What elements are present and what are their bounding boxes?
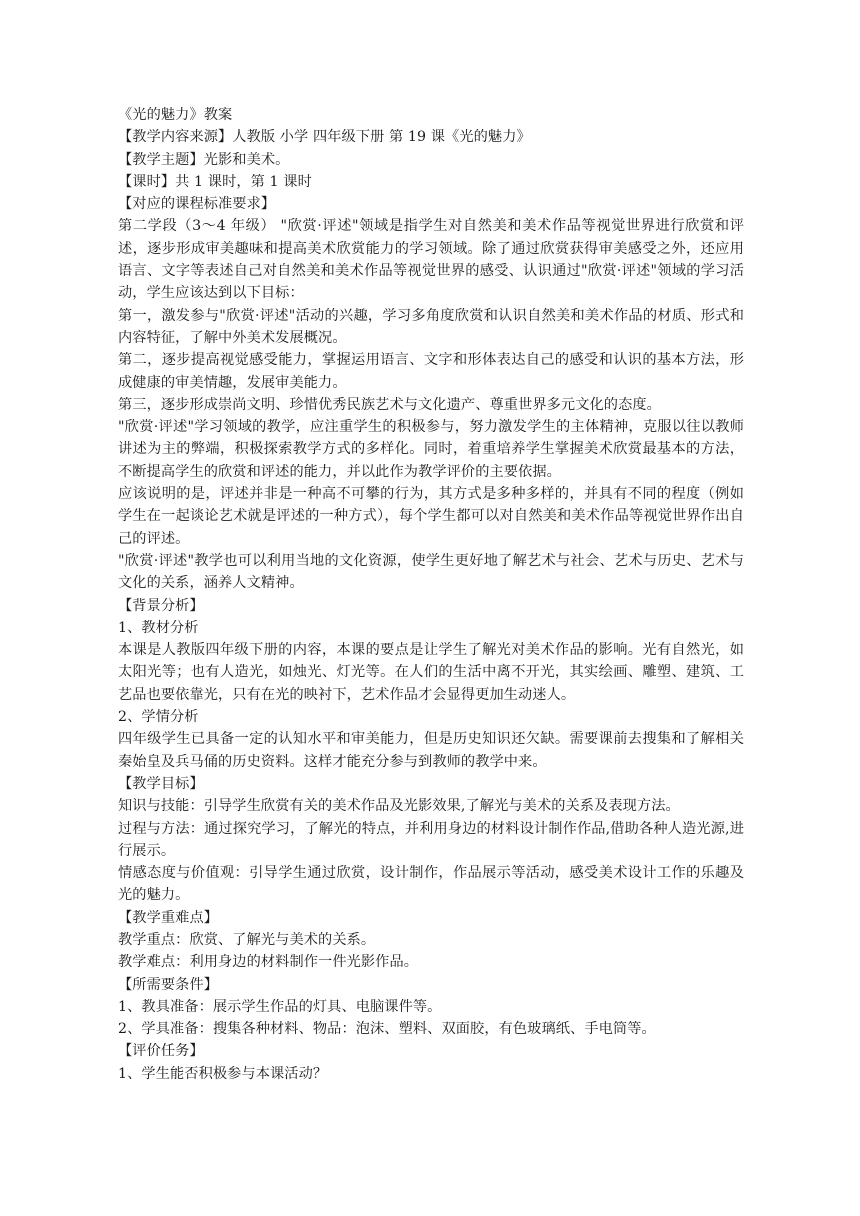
class-periods-line: 【课时】共 1 课时，第 1 课时 <box>118 173 312 190</box>
curriculum-standard-culture-note: "欣赏·评述"教学也可以利用当地的文化资源，使学生更好地了解艺术与社会、艺术与历史、艺术与文化的关系，涵养人文精神。 <box>118 552 744 592</box>
curriculum-standard-explanation: 应该说明的是，评述并非是一种高不可攀的行为，其方式是多种多样的，并具有不同的程度（例如学生在一起谈论艺术就是评述的一种方式），每个学生都可以对自然美和美术作品等视觉世界作出自己的评述。 <box>118 486 744 547</box>
curriculum-standard-teaching-note: "欣赏·评述"学习领域的教学，应注重学生的积极参与，努力激发学生的主体精神，克服以往以教师讲述为主的弊端，积极探索教学方式的多样化。同时，着重培养学生掌握美术欣赏最基本的方法，不断提高学生的欣赏和评述的能力，并以此作为教学评价的主要依据。 <box>118 419 744 480</box>
required-conditions-heading: 【所需要条件】 <box>118 976 219 993</box>
document-page <box>118 104 744 1085</box>
assessment-tasks-heading: 【评价任务】 <box>118 1043 204 1060</box>
material-analysis-heading: 1、教材分析 <box>118 619 199 636</box>
goal-process-methods: 过程与方法：通过探究学习，了解光的特点，并利用身边的材料设计制作作品,借助各种人造光源,进行展示。 <box>118 820 744 859</box>
goal-knowledge-skills: 知识与技能：引导学生欣赏有关的美术作品及光影效果,了解光与美术的关系及表现方法。 <box>118 798 680 815</box>
document-title: 《光的魅力》教案 <box>118 107 233 123</box>
assessment-task-1: 1、学生能否积极参与本课活动？ <box>118 1065 328 1082</box>
curriculum-standard-goal-3: 第三，逐步形成崇尚文明、珍惜优秀民族艺术与文化遗产、尊重世界多元文化的态度。 <box>118 396 661 413</box>
curriculum-standard-goal-1: 第一，激发参与"欣赏·评述"活动的兴趣，学习多角度欣赏和认识自然美和美术作品的材质、形式和内容特征，了解中外美术发展概况。 <box>118 307 744 346</box>
curriculum-standard-goal-2: 第二，逐步提高视觉感受能力，掌握运用语言、文字和形体表达自己的感受和认识的基本方法，形成健康的审美情趣，发展审美能力。 <box>118 352 744 391</box>
teaching-aids-line: 1、教具准备：展示学生作品的灯具、电脑课件等。 <box>118 998 442 1015</box>
student-analysis-heading: 2、学情分析 <box>118 709 199 726</box>
content-source-line: 【教学内容来源】人教版 小学 四年级下册 第 19 课《光的魅力》 <box>118 129 531 146</box>
learning-aids-line: 2、学具准备：搜集各种材料、物品：泡沫、塑料、双面胶，有色玻璃纸、手电筒等。 <box>118 1021 656 1038</box>
key-difficult-points-heading: 【教学重难点】 <box>118 909 219 926</box>
key-point-line: 教学重点：欣赏、了解光与美术的关系。 <box>118 931 376 948</box>
curriculum-standard-paragraph: 第二学段（3～4 年级） "欣赏·评述"领域是指学生对自然美和美术作品等视觉世界进行欣赏和评述，逐步形成审美趣味和提高美术欣赏能力的学习领域。除了通过欣赏获得审美感受之外，还应用语言、文字等表述自己对自然美和美术作品等视觉世界的感受、认识通过"欣赏·评述"领域的学习活动，学生应该达到以下目标： <box>118 218 744 302</box>
material-analysis-text: 本课是人教版四年级下册的内容，本课的要点是让学生了解光对美术作品的影响。光有自然光，如太阳光等；也有人造光，如烛光、灯光等。在人们的生活中离不开光，其实绘画、雕塑、建筑、工艺品也要依靠光，只有在光的映衬下，艺术作品才会显得更加生动迷人。 <box>118 642 744 703</box>
teaching-goals-heading: 【教学目标】 <box>118 775 204 792</box>
background-analysis-heading: 【背景分析】 <box>118 597 204 614</box>
curriculum-standard-heading: 【对应的课程标准要求】 <box>118 196 276 213</box>
goal-emotion-values: 情感态度与价值观：引导学生通过欣赏，设计制作，作品展示等活动，感受美术设计工作的乐趣及光的魅力。 <box>118 865 744 904</box>
difficult-point-line: 教学难点：利用身边的材料制作一件光影作品。 <box>118 954 419 971</box>
teaching-theme-line: 【教学主题】光影和美术。 <box>118 151 290 168</box>
student-analysis-text: 四年级学生已具备一定的认知水平和审美能力，但是历史知识还欠缺。需要课前去搜集和了解相关秦始皇及兵马俑的历史资料。这样才能充分参与到教师的教学中来。 <box>118 731 744 770</box>
